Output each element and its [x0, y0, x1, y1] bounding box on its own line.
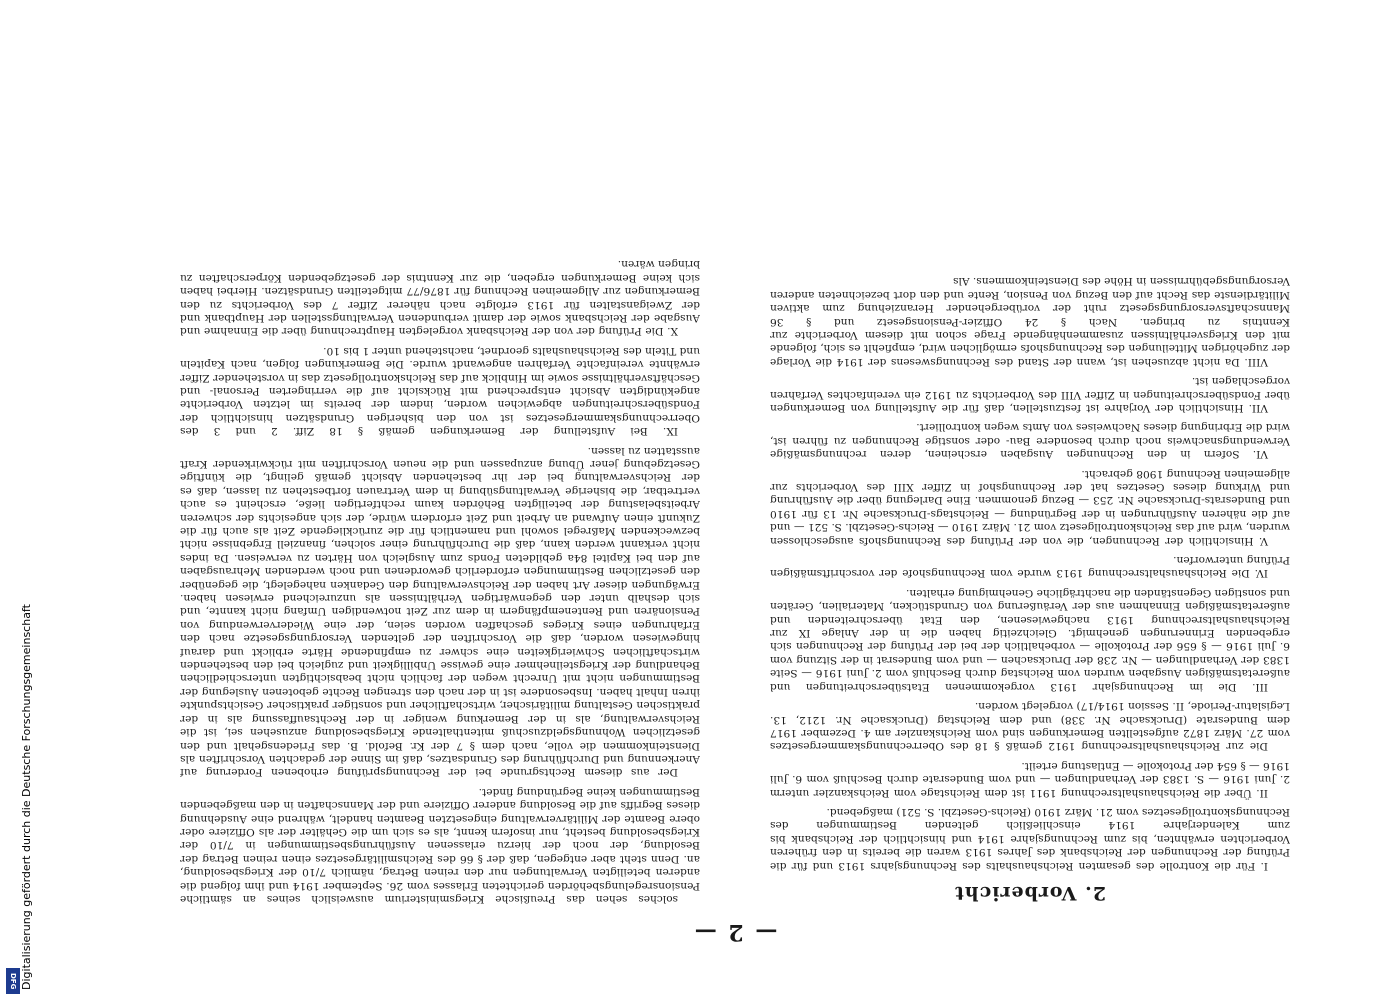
- credit-text: Digitalisierung gefördert durch die Deutsche Forschungsgemeinschaft: [20, 604, 33, 990]
- paragraph: IV. Die Reichshaushaltsrechnung 1913 wurde vom Rechnungshofe der vorschriftsmäßigen Prüfung unterworfen.: [770, 554, 1290, 580]
- right-column: [180, 55, 700, 905]
- paragraph: I. Für die Kontrolle des gesamten Reichshaushalts des Rechnungsjahrs 1913 und für die Prüfung der Rechnungen der Reichsbank des Jahres 1913 waren die bereits in den früheren Vorberichten erwähnten, bis zum Rechnungsjahre 1914 und hinsichtlich der Reichsbank bis zum Kalenderjahre 1914 einschließlich geltenden Bestimmungen des Rechnungskontrollgesetzes vom 21. März 1910 (Reichs-Gesetzbl. S. 521) maßgebend.: [770, 805, 1290, 872]
- dfg-logo: DFG: [6, 968, 20, 994]
- paragraph: Die zur Reichshaushaltsrechnung 1912 gemäß § 18 des Oberrechnungskammergesetzes vom 27. März 1872 aufgestellten Bemerkungen sind vom Reichskanzler am 4. Dezember 1917 dem Bundesrate (Drucksache Nr. 338) und dem Reichstag (Drucksache Nr. 1212, 13. Legislatur-Periode, II. Session 1914/17) vorgelegt worden.: [770, 700, 1290, 753]
- paragraph: VII. Hinsichtlich der Vorjahre ist festzustellen, daß für die Aufstellung von Bemerkungen über Fondsüberschreitungen in Ziffer VIII des Vorberichts zu 1912 ein vereinfachtes Verfahren vorgeschlagen ist.: [770, 375, 1290, 414]
- left-column: [770, 55, 1290, 905]
- section-heading: 2. Vorbericht: [954, 882, 1106, 904]
- document-page: [180, 55, 1290, 945]
- paragraph: VI. Sofern in den Rechnungen Ausgaben erscheinen, deren rechnungsmäßige Verwendungsnachweis noch durch besondere Bau- oder sonstige Rechnungen zu führen ist, wird die Erbringung dieses Nachweises von Amts wegen kontrolliert.: [770, 421, 1290, 461]
- paragraph: V. Hinsichtlich der Rechnungen, die von der Prüfung des Rechnungshofs ausgeschlossen wurden, wird auf das Reichskontrollgesetz vom 21. März 1910 — Reichs-Gesetzbl. S. 521 — und auf die näheren Ausführungen in der Begründung — Reichstags-Drucksache Nr. 13 für 1910 und Bundesrats-Drucksache Nr. 253 — Bezug genommen. Eine Darlegung über die Ausführung und Wirkung dieses Gesetzes hat der Rechnungshof in Ziffer XIII des Vorberichts zur allgemeinen Rechnung 1908 gebracht.: [770, 467, 1290, 547]
- paragraph: Der aus diesem Rechtsgrunde bei der Rechnungsprüfung erhobenen Forderung auf Anerkennung und Durchführung des Grundsatzes, daß im Sinne der gedachten Vorschriften als Diensteinkommen die volle, nach dem § 7 der Kr. Befold. B. das Friedensgehalt und den gesetzlichen Wohnungsgeldzuschuß mitenthaltende Kriegsbesoldung anzusehen sei, ist die Reichsverwaltung, als in der Bemerkung weniger in der Rechtsauffassung als in der praktischen Gestaltung militärischer, wirtschaftlicher und sonstiger praktischer Gesichtspunkte ihren Inhalt haben. Insbesondere ist in der nach den strengen Rechte gebotenen Auslegung der Bestimmungen nicht mit Unrecht wegen der fachlich nicht beabsichtigten unterschiedlichen Behandlung der Kriegsteilnehmer eine gewisse Unbilligkeit und zugleich bei den bestehenden wirtschaftlichen Schwierigkeiten eine schwer zu empfindende Härte erblickt und darauf hingewiesen worden, daß die Vorschriften der geltenden Versorgungsgesetze nach den Erfahrungen eines Krieges geschaffen worden seien, der eine Wiederverwendung von Pensionären und Rentenempfängern in dem zur Zeit notwendigen Umfang nicht kannte, und sich deshalb unter den gegenwärtigen Verhältnissen als unzureichend erwiesen haben. Erwägungen dieser Art haben der Reichsverwaltung den Gedanken nahegelegt, die gegenüber den gesetzlichen Bestimmungen erforderlich gewordenen und noch werdenden Mehrausgaben auf den bei Kapitel 84a gebildeten Fonds zum Ausgleich von Härten zu verweisen. Da indes nicht verkannt werden kann, daß die Durchführung einer solchen, finanziell Ergebnisse nicht bezweckenden Maßregel sowohl und namentlich für die zurückliegende Zeit als auch für die Zukunft einen Aufwand an Arbeit und Zeit erfordern würde, der sich angesichts der schweren Arbeitsbelastung der beteiligten Behörden kaum rechtfertigen ließe, erscheint es auch vertretbar, die bisherige Verwaltungsübung in dem Vertrauen fortbestehen zu lassen, daß es der Reichsverwaltung bei der ihr bestehenden Absicht gemäß gelingt, die künftige Gesetzgebung jener Übung anzupassen und die neuen Vorschriften mit rückwirkender Kraft ausstatten zu lassen.: [180, 444, 700, 779]
- page-number: — 2 —: [692, 919, 778, 945]
- paragraph: VIII. Da nicht abzusehen ist, wann der Stand des Rechnungswesens der 1914 die Vorlage der zugehörigen Mitteilungen des Rechnungshofs ermöglichen wird, empfiehlt es sich, folgende mit den Kriegsverhältnissen zusammenhängende Frage schon mit diesem Vorberichte zur Kenntnis zu bringen. Nach § 24 Offizier-Pensionsgesetz und § 36 Mannschaftsversorgungsgesetz ruht der vorübergehender Heranziehung zum aktiven Militärdienste das Recht auf den Bezug von Pension, Rente und den dort bezeichneten anderen Versorgungsgebührnissen in Höhe des Diensteinkommens. Als: [770, 275, 1290, 368]
- paragraph: II. Über die Reichshaushaltsrechnung 1911 ist dem Reichstage vom Reichskanzler unterm 2. Juni 1916 — S. 1383 der Verhandlungen — und vom Bundesrate durch Beschluß vom 6. Juli 1916 — § 654 der Protokolle — Entlastung erteilt.: [770, 759, 1290, 799]
- paragraph: solches sehen das Preußische Kriegsministerium ausweislich seines an sämtliche Pensionsregelungsbehörden gerichteten Erlasses vom 26. September 1914 und ihm folgend die anderen beteiligten Verwaltungen nur den reinen Betrag, nämlich 7/10 der Kriegsbesoldung, an. Denn steht aber entgegen, daß der § 66 des Reichsmilitärgesetzes einen reinen Betrag der Besoldung, der noch der hierzu erlassenen Ausführungsbestimmungen in 7/10 der Kriegsbesoldung besteht, nur insofern kennt, als es sich um die Gehälter der als Offiziere oder obere Beamte der Militärverwaltung eingesetzten Beamten handelt, während eine Ausdehnung dieses Begriffs auf die Besoldung anderer Offiziere und der Mannschaften in den maßgebenden Bestimmungen keine Begründung findet.: [180, 785, 700, 905]
- paragraph: III. Die im Rechnungsjahr 1913 vorgekommenen Etatsüberschreitungen und außeretatsmäßigen Ausgaben wurden vom Reichstag durch Beschluß vom 2. Juni 1916 — Seite 1383 der Verhandlungen — Nr. 238 der Drucksachen — und vom Bundesrat in der Sitzung vom 6. Juli 1916 — § 656 der Protokolle — vorbehaltlich der bei der Prüfung der Rechnungen sich ergebenden Erinnerungen genehmigt. Gleichzeitig haben die in der Anlage IX zur Reichshaushaltsrechnung 1913 nachgewiesenen, den Etat überschreitenden und außeretatsmäßigen Einnahmen aus der Veräußerung von Grundstücken, Materialien, Geräten und sonstigen Gegenständen die nachträgliche Genehmigung erhalten.: [770, 586, 1290, 693]
- digitization-credit: [0, 0, 40, 1000]
- paragraph: X. Die Prüfung der von der Reichsbank vorgelegten Hauptrechnung über die Einnahme und Ausgabe der Reichsbank sowie der damit verbundenen Verwaltungsstellen der Hauptbank und der Zweiganstalten für 1913 erfolgte nach näherer Ziffer 7 des Vorberichts zu den Bemerkungen zur Allgemeinen Rechnung für 1876/77 mitgeteilten Grundsätzen. Hierbei haben sich keine Bemerkungen ergeben, die zur Kenntnis der gesetzgebenden Körperschaften zu bringen wären.: [180, 258, 700, 338]
- paragraph: IX. Bei Aufstellung der Bemerkungen gemäß § 18 Ziff. 2 und 3 des Oberrechnungskammergesetzes ist von den bisherigen Grundsätzen hinsichtlich der Fondsüberschreitungen abgewichen worden, indem der bereits im letzten Vorberichte angekündigten Absicht entsprechend mit Rücksicht auf die verringerten Personal- und Geschäftsverhältnisse sowie im Hinblick auf das Reichskontrollgesetz das in vorstehender Ziffer erwähnte vereinfachte Verfahren angewandt wurde. Die Bemerkungen folgen, nach Kapiteln und Titeln des Reichshaushalts geordnet, nachstehend unter 1 bis 10.: [180, 344, 700, 438]
